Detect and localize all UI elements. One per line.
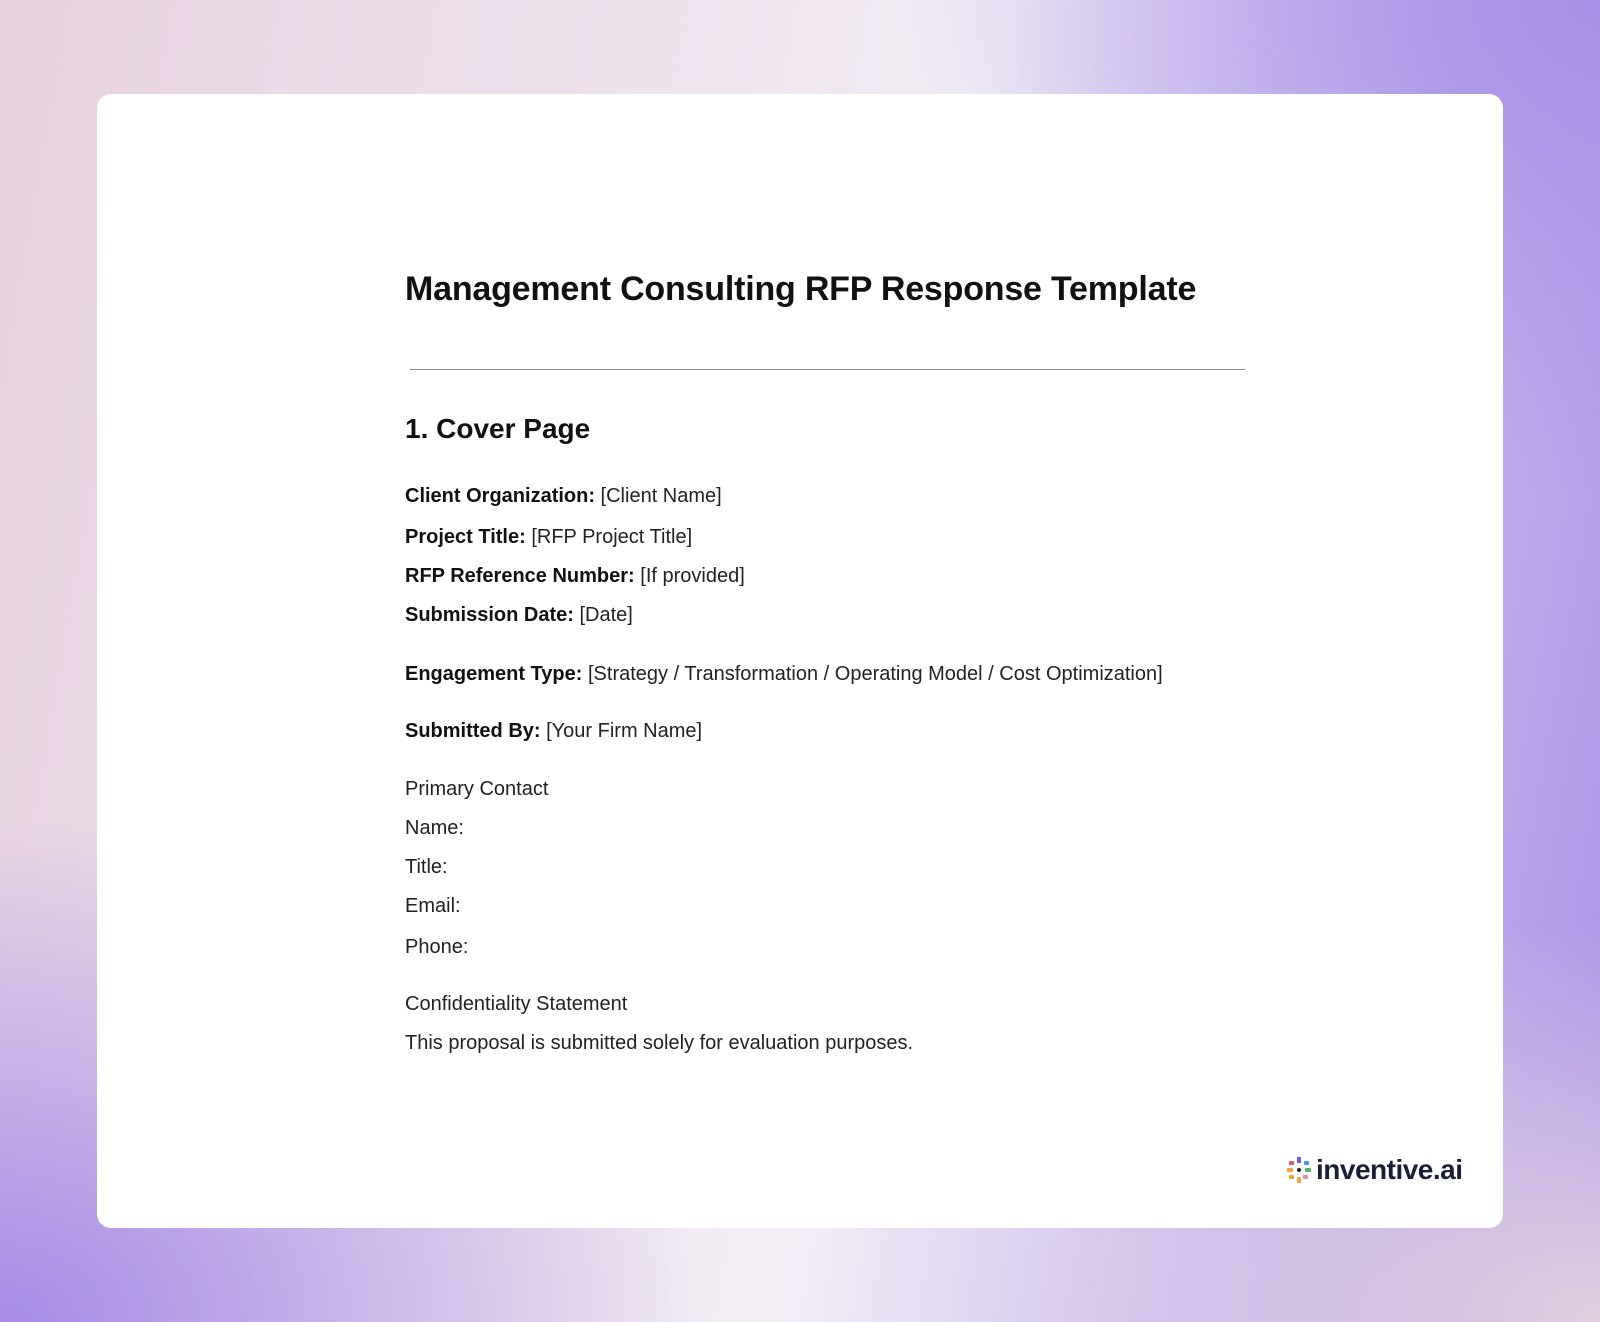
contact-email: Email: bbox=[405, 895, 461, 917]
contact-title: Title: bbox=[405, 856, 448, 878]
inventive-logo: inventive.ai bbox=[1286, 1154, 1463, 1186]
document-title: Management Consulting RFP Response Template bbox=[405, 270, 1197, 308]
divider bbox=[410, 369, 1245, 370]
confidentiality-heading: Confidentiality Statement bbox=[405, 993, 628, 1015]
field-submitted-by: Submitted By: [Your Firm Name] bbox=[405, 720, 703, 742]
section-heading: 1. Cover Page bbox=[405, 413, 591, 444]
field-rfp-reference: RFP Reference Number: [If provided] bbox=[405, 565, 745, 587]
document-card bbox=[97, 94, 1503, 1228]
logo-mark-icon bbox=[1286, 1156, 1312, 1184]
field-client-organization: Client Organization: [Client Name] bbox=[405, 485, 722, 507]
contact-name: Name: bbox=[405, 817, 464, 839]
contact-phone: Phone: bbox=[405, 936, 469, 958]
primary-contact-heading: Primary Contact bbox=[405, 778, 549, 800]
confidentiality-text: This proposal is submitted solely for evaluation purposes. bbox=[405, 1032, 914, 1054]
field-submission-date: Submission Date: [Date] bbox=[405, 604, 633, 626]
field-engagement-type: Engagement Type: [Strategy / Transformation / Operating Model / Cost Optimization] bbox=[405, 663, 1163, 685]
field-project-title: Project Title: [RFP Project Title] bbox=[405, 526, 693, 548]
